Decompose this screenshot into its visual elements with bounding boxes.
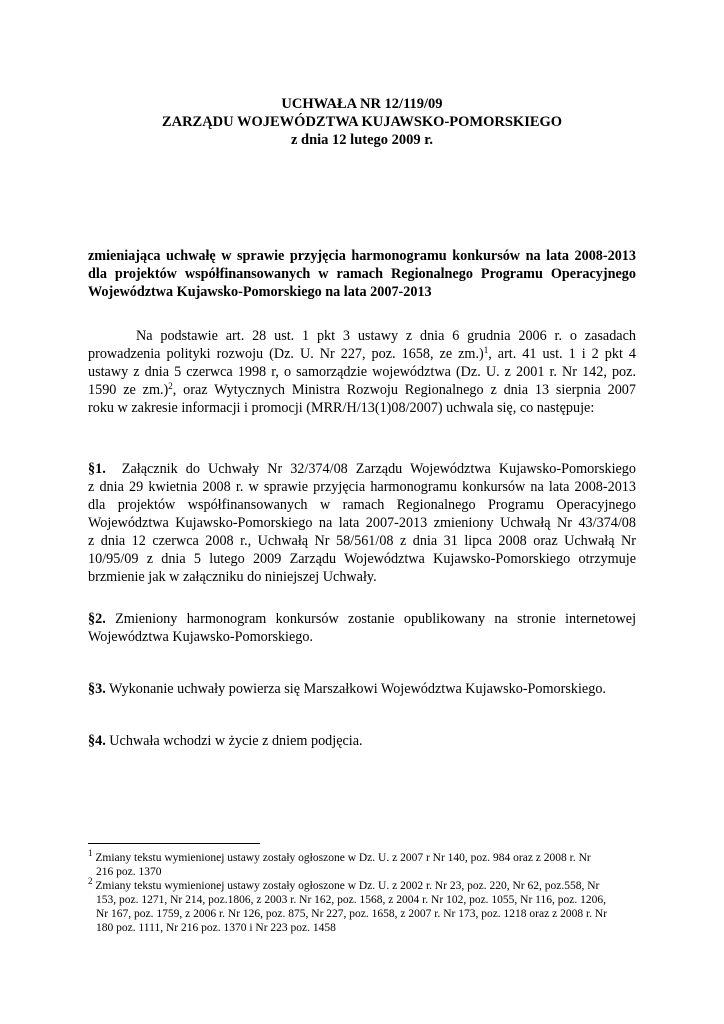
section-text: Zmieniony harmonogram konkursów zostanie opublikowany na stronie internetowej xyxy=(115,611,637,627)
resolution-header xyxy=(88,95,636,149)
section-label: §4. xyxy=(88,733,106,749)
footnote-line xyxy=(88,848,636,865)
footnote-line: 180 poz. 1111, Nr 216 poz. 1370 i Nr 223 poz. 1458 xyxy=(96,922,336,934)
section-line: Województwa Kujawsko-Pomorskiego na lata 2007-2013 zmieniony Uchwałą Nr 43/374/08 xyxy=(88,515,636,531)
section-line: z dnia 29 kwietnia 2008 r. w sprawie przyjęcia harmonogramu konkursów na lata 2008-2013 xyxy=(88,479,636,495)
preamble-line: roku w zakresie informacji i promocji (MRR/H/13(1)08/2007) uchwala się, co następuje: xyxy=(88,400,595,416)
section-line xyxy=(88,460,636,478)
section-line xyxy=(88,610,636,628)
preamble-text: , oraz Wytycznych Ministra Rozwoju Regionalnego z dnia 13 sierpnia 2007 xyxy=(172,382,636,398)
section-2 xyxy=(88,610,636,646)
footnote-mark: 1 xyxy=(88,848,93,858)
footnote-text: Zmiany tekstu wymienionej ustawy zostały ogłoszone w Dz. U. z 2002 r. Nr 23, poz. 220, Nr 62, poz.558, Nr xyxy=(95,880,600,892)
preamble-text: 1590 ze zm.) xyxy=(88,382,169,398)
footnote-1 xyxy=(88,848,636,879)
preamble-text: prowadzenia polityki rozwoju (Dz. U. Nr 227, poz. 1658, ze zm.) xyxy=(88,346,484,362)
resolution-date: z dnia 12 lutego 2009 r. xyxy=(290,132,434,148)
issuing-body: ZARZĄDU WOJEWÓDZTWA KUJAWSKO-POMORSKIEGO xyxy=(161,114,563,130)
footnote-mark: 2 xyxy=(88,876,93,886)
section-label: §1. xyxy=(88,461,106,477)
preamble-line: ustawy z dnia 5 czerwca 1998 r, o samorządzie województwa (Dz. U. z 2001 r. Nr 142, poz. xyxy=(88,364,636,380)
section-line xyxy=(88,680,636,698)
footnote-text: Zmiany tekstu wymienionej ustawy zostały ogłoszone w Dz. U. z 2007 r Nr 140, poz. 984 oraz z 2008 r. Nr xyxy=(95,852,591,864)
footnote-line: 216 poz. 1370 xyxy=(96,866,162,878)
section-label: §2. xyxy=(88,611,106,627)
footnote-line: 153, poz. 1271, Nr 214, poz.1806, z 2003 r. Nr 162, poz. 1568, z 2004 r. Nr 102, poz. 1055, Nr 116, poz. 1206, xyxy=(96,894,606,906)
footnote-separator xyxy=(88,843,260,844)
section-text: Załącznik do Uchwały Nr 32/374/08 Zarządu Województwa Kujawsko-Pomorskiego xyxy=(121,461,636,477)
section-line: z dnia 12 czerwca 2008 r., Uchwałą Nr 58/561/08 z dnia 31 lipca 2008 oraz Uchwałą Nr xyxy=(88,533,636,549)
section-4 xyxy=(88,732,636,750)
preamble-text: , art. 41 ust. 1 i 2 pkt 4 xyxy=(488,346,636,362)
section-1 xyxy=(88,460,636,586)
footnote-2 xyxy=(88,876,636,935)
preamble-line xyxy=(88,381,636,399)
preamble-line xyxy=(88,345,636,363)
section-3 xyxy=(88,680,636,698)
footnote-line: Nr 167, poz. 1759, z 2006 r. Nr 126, poz. 875, Nr 227, poz. 1658, z 2007 r. Nr 173, poz. 1218 oraz z 2008 r. Nr xyxy=(96,908,608,920)
preamble xyxy=(88,327,636,417)
section-line xyxy=(88,732,636,750)
footnote-ref-2: 2 xyxy=(168,381,173,391)
subject-line: zmieniająca uchwałę w sprawie przyjęcia harmonogramu konkursów na lata 2008-2013 xyxy=(88,248,636,264)
subject-line: dla projektów współfinansowanych w ramach Regionalnego Programu Operacyjnego xyxy=(88,266,636,282)
section-line: brzmienie jak w załączniku do niniejszej Uchwały. xyxy=(88,569,377,585)
subject-line: Województwa Kujawsko-Pomorskiego na lata 2007-2013 xyxy=(88,284,432,300)
section-line: Województwa Kujawsko-Pomorskiego. xyxy=(88,629,314,645)
section-text: Wykonanie uchwały powierza się Marszałkowi Województwa Kujawsko-Pomorskiego. xyxy=(109,681,606,697)
section-text: Uchwała wchodzi w życie z dniem podjęcia. xyxy=(109,733,363,749)
resolution-number: UCHWAŁA NR 12/119/09 xyxy=(281,96,443,112)
section-label: §3. xyxy=(88,681,106,697)
preamble-line: Na podstawie art. 28 ust. 1 pkt 3 ustawy z dnia 6 grudnia 2006 r. o zasadach xyxy=(136,328,636,344)
section-line: 10/95/09 z dnia 5 lutego 2009 Zarządu Województwa Kujawsko-Pomorskiego otrzymuje xyxy=(88,551,636,567)
footnote-ref-1: 1 xyxy=(483,345,489,355)
footnote-line xyxy=(88,876,636,893)
section-line: dla projektów współfinansowanych w ramach Regionalnego Programu Operacyjnego xyxy=(88,497,636,513)
resolution-subject xyxy=(88,247,636,301)
